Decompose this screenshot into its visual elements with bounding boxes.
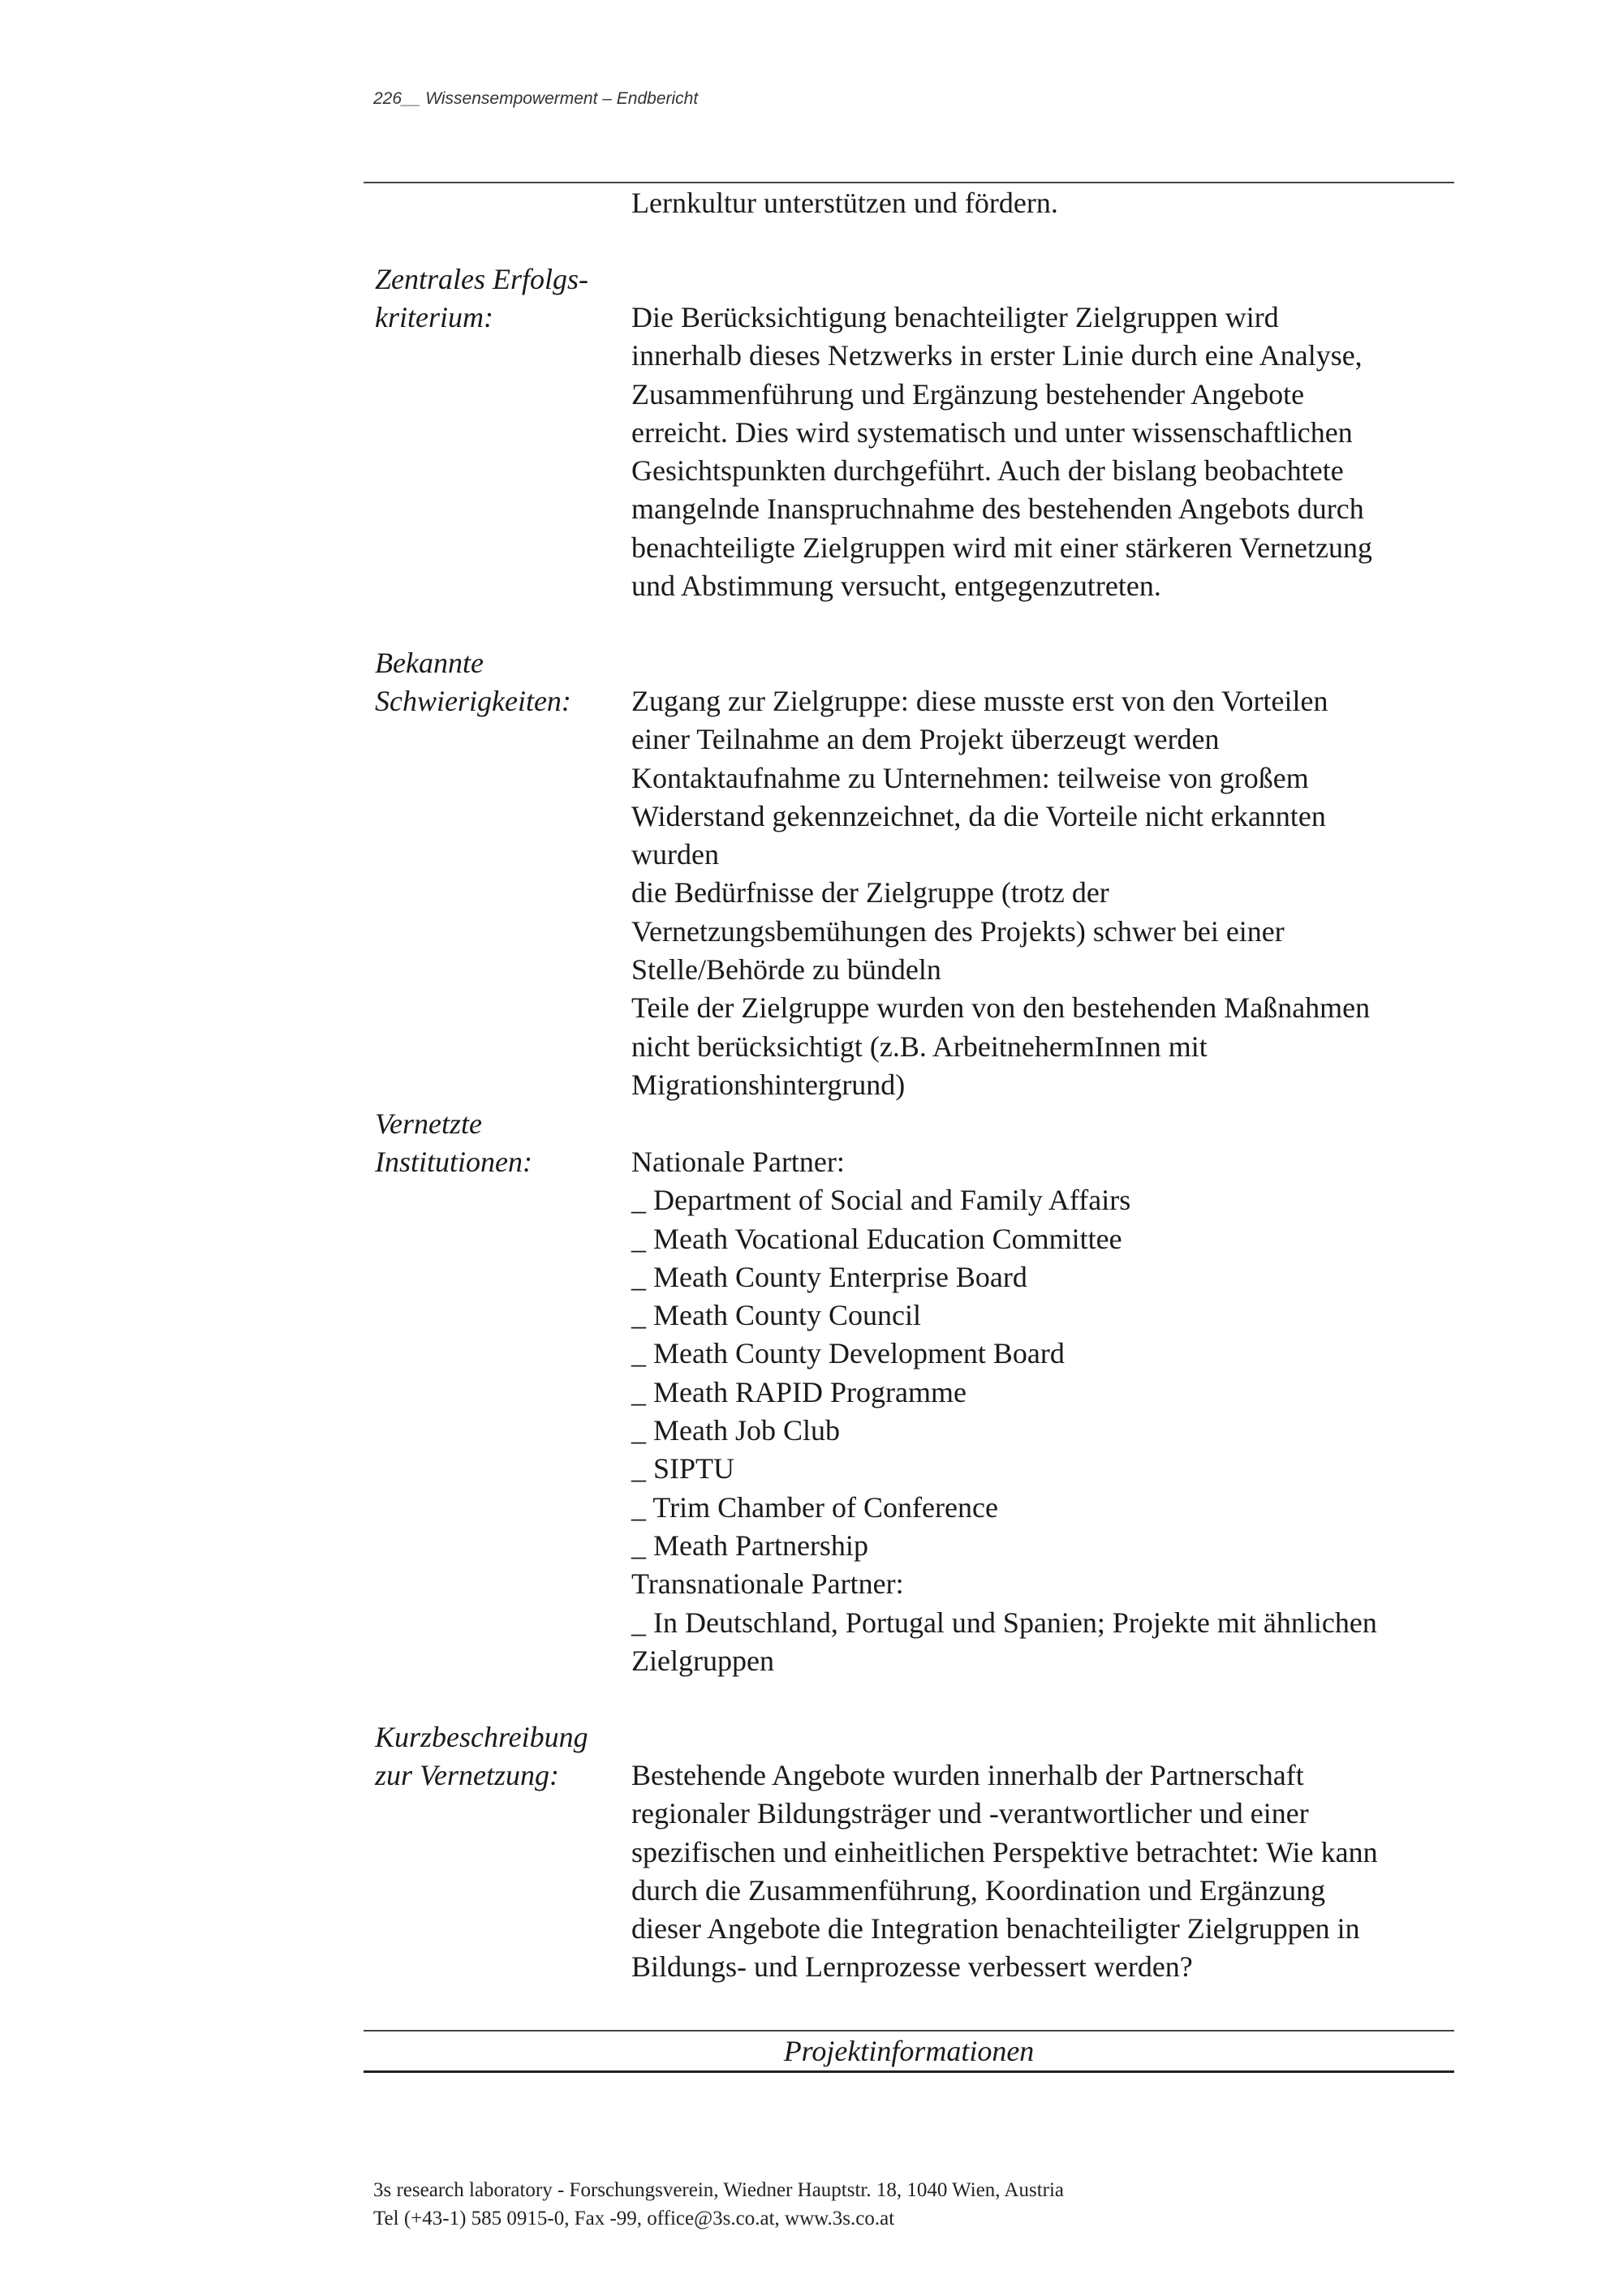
label-line: Zentrales Erfolgs- xyxy=(375,263,589,295)
list-item: _ SIPTU xyxy=(631,1452,735,1486)
text-line: innerhalb dieses Netzwerks in erster Linie durch eine Analyse, xyxy=(631,339,1363,372)
list-item: _ Meath Partnership xyxy=(631,1529,868,1562)
list-item: _ Trim Chamber of Conference xyxy=(631,1490,998,1524)
text-line: spezifischen und einheitlichen Perspektive betrachtet: Wie kann xyxy=(631,1835,1378,1868)
label-schwierigkeiten xyxy=(375,644,571,721)
text-line: Die Berücksichtigung benachteiligter Zielgruppen wird xyxy=(631,301,1279,333)
list-item: _ In Deutschland, Portugal und Spanien; Projekte mit ähnlichen xyxy=(631,1606,1377,1639)
list-item: _ Meath RAPID Programme xyxy=(631,1375,966,1408)
list-item: _ Department of Social and Family Affairs xyxy=(631,1184,1131,1217)
text-line: Stelle/Behörde zu bündeln xyxy=(631,953,941,987)
footer-address: 3s research laboratory - Forschungsverein, Wiedner Hauptstr. 18, 1040 Wien, Austria xyxy=(373,2179,1065,2201)
top-rule xyxy=(364,182,1454,183)
erfolgskriterium-text xyxy=(631,299,1459,605)
project-info-top-rule xyxy=(364,2030,1454,2032)
label-institutionen xyxy=(375,1105,532,1182)
label-line: Bekannte xyxy=(375,647,484,679)
institutionen-list xyxy=(631,1143,1459,1680)
running-head: 226__ Wissensempowerment – Endbericht xyxy=(373,89,699,108)
text-line: Widerstand gekennzeichnet, da die Vorteile nicht erkannten xyxy=(631,799,1326,832)
list-item: _ Meath County Development Board xyxy=(631,1337,1065,1370)
text-line: Zusammenführung und Ergänzung bestehender Angebote xyxy=(631,377,1305,411)
text-line: mangelnde Inanspruchnahme des bestehenden Angebots durch xyxy=(631,492,1364,526)
label-kurzbeschreibung xyxy=(375,1718,588,1795)
footer xyxy=(373,2176,1064,2233)
text-line: Zugang zur Zielgruppe: diese musste erst von den Vorteilen xyxy=(631,685,1328,717)
text-line: benachteiligte Zielgruppen wird mit einer stärkeren Vernetzung xyxy=(631,531,1372,564)
text-line: Bildungs- und Lernprozesse verbessert werden? xyxy=(631,1950,1193,1984)
footer-contact: Tel (+43-1) 585 0915-0, Fax -99, office@3s.co.at, www.3s.co.at xyxy=(373,2208,895,2229)
list-item: Nationale Partner: xyxy=(631,1146,845,1178)
schwierigkeiten-text xyxy=(631,682,1459,1104)
list-item: _ Meath Job Club xyxy=(631,1414,840,1447)
text-line: Teile der Zielgruppe wurden von den bestehenden Maßnahmen xyxy=(631,991,1371,1025)
list-item: Zielgruppen xyxy=(631,1644,774,1677)
text-line: einer Teilnahme an dem Projekt überzeugt werden xyxy=(631,723,1220,756)
label-line: Schwierigkeiten: xyxy=(375,685,571,718)
text-line: Vernetzungsbemühungen des Projekts) schwer bei einer xyxy=(631,914,1285,948)
text-line: wurden xyxy=(631,838,719,871)
text-line: erreicht. Dies wird systematisch und unter wissenschaftlichen xyxy=(631,415,1353,449)
intro-text xyxy=(631,184,1459,222)
list-item: _ Meath County Council xyxy=(631,1299,921,1332)
text-line: dieser Angebote die Integration benachteiligter Zielgruppen in xyxy=(631,1912,1360,1946)
text-line: die Bedürfnisse der Zielgruppe (trotz der xyxy=(631,876,1109,909)
label-line: Vernetzte xyxy=(375,1107,482,1140)
list-item: _ Meath Vocational Education Committee xyxy=(631,1222,1122,1255)
kurzbeschreibung-text xyxy=(631,1756,1459,1987)
text-line: Gesichtspunkten durchgeführt. Auch der bislang beobachtete xyxy=(631,454,1344,488)
text-line: regionaler Bildungsträger und -verantwortlicher und einer xyxy=(631,1797,1309,1830)
list-item: Transnationale Partner: xyxy=(631,1567,904,1601)
text-line: durch die Zusammenführung, Koordination und Ergänzung xyxy=(631,1873,1326,1907)
text-line: und Abstimmung versucht, entgegenzutreten. xyxy=(631,570,1161,603)
label-line: zur Vernetzung: xyxy=(375,1759,559,1792)
list-item: _ Meath County Enterprise Board xyxy=(631,1260,1027,1293)
project-info-heading: Projektinformationen xyxy=(783,2035,1035,2067)
label-erfolgskriterium xyxy=(375,260,588,338)
text-line: Kontaktaufnahme zu Unternehmen: teilweise von großem xyxy=(631,761,1309,794)
text-line: Bestehende Angebote wurden innerhalb der Partnerschaft xyxy=(631,1759,1304,1791)
label-line: kriterium: xyxy=(375,301,493,334)
text-line: nicht berücksichtigt (z.B. ArbeitnehermInnen mit xyxy=(631,1030,1208,1063)
text-line: Migrationshintergrund) xyxy=(631,1068,906,1101)
text-line: Lernkultur unterstützen und fördern. xyxy=(631,187,1058,219)
label-line: Institutionen: xyxy=(375,1146,532,1179)
project-info-bottom-rule xyxy=(364,2070,1454,2073)
label-line: Kurzbeschreibung xyxy=(375,1721,588,1753)
